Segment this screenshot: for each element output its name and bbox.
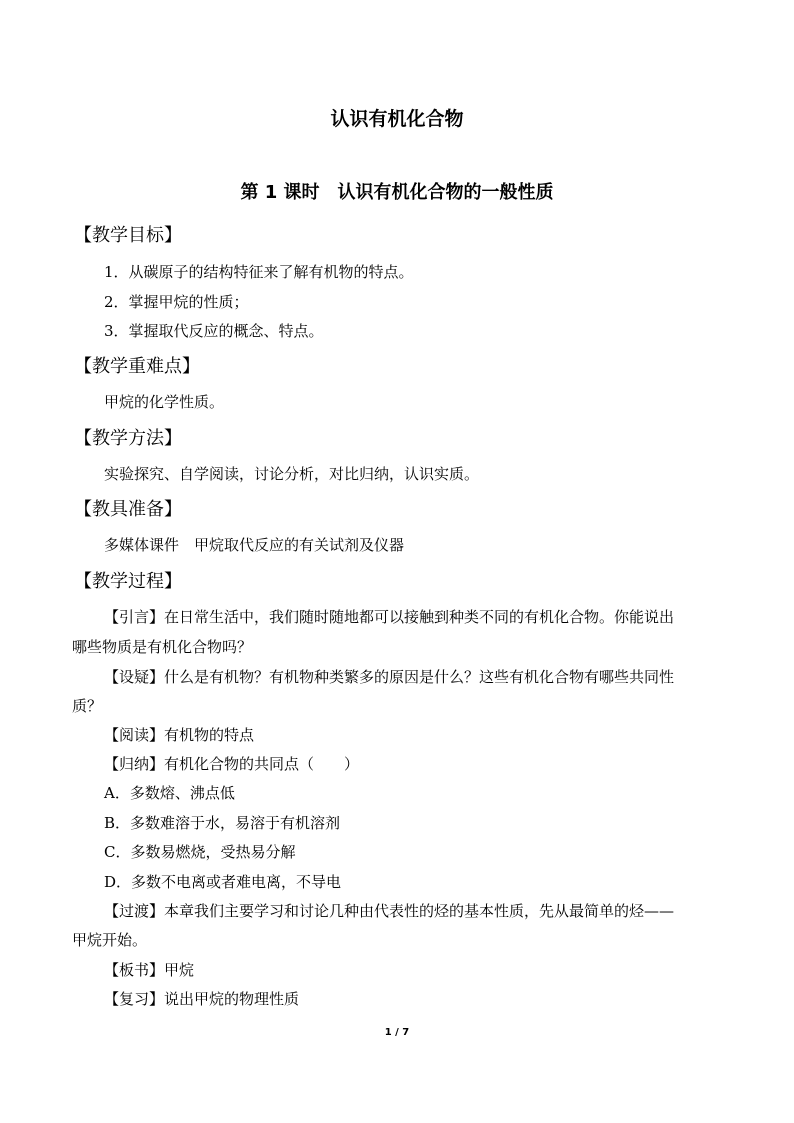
option-a: A．多数熔、沸点低 — [104, 784, 235, 802]
heading-objectives: 【教学目标】 — [74, 225, 182, 246]
methods-text: 实验探究、自学阅读，讨论分析，对比归纳，认识实质。 — [104, 465, 480, 483]
question-line-1: 【设疑】什么是有机物？有机物种类繁多的原因是什么？这些有机化合物有哪些共同性 — [104, 668, 675, 686]
document-title: 认识有机化合物 — [330, 108, 464, 130]
transition-line-2: 甲烷开始。 — [72, 931, 148, 949]
reading-line: 【阅读】有机物的特点 — [104, 726, 255, 744]
objective-item-3: 3．掌握取代反应的概念、特点。 — [104, 322, 324, 340]
option-b: B．多数难溶于水，易溶于有机溶剂 — [104, 814, 341, 832]
question-line-2: 质？ — [72, 697, 103, 715]
lesson-subtitle: 第 1 课时 认识有机化合物的一般性质 — [240, 182, 554, 203]
intro-line-2: 哪些物质是有机化合物吗？ — [72, 638, 253, 656]
objective-item-2: 2．掌握甲烷的性质； — [104, 293, 249, 311]
transition-line-1: 【过渡】本章我们主要学习和讨论几种由代表性的烃的基本性质，先从最简单的烃—— — [104, 902, 675, 920]
key-points-text: 甲烷的化学性质。 — [104, 393, 225, 411]
objective-item-1: 1．从碳原子的结构特征来了解有机物的特点。 — [104, 263, 414, 281]
heading-key-points: 【教学重难点】 — [74, 356, 200, 377]
heading-process: 【教学过程】 — [74, 571, 182, 592]
board-line: 【板书】甲烷 — [104, 961, 195, 979]
intro-line-1: 【引言】在日常生活中，我们随时随地都可以接触到种类不同的有机化合物。你能说出 — [104, 608, 675, 626]
option-d: D．多数不电离或者难电离，不导电 — [104, 873, 342, 891]
review-line: 【复习】说出甲烷的物理性质 — [104, 990, 300, 1008]
summary-line: 【归纳】有机化合物的共同点（ ） — [104, 755, 360, 773]
heading-methods: 【教学方法】 — [74, 428, 182, 449]
materials-text: 多媒体课件 甲烷取代反应的有关试剂及仪器 — [104, 536, 405, 554]
heading-materials: 【教具准备】 — [74, 499, 182, 520]
option-c: C．多数易燃烧，受热易分解 — [104, 843, 296, 861]
page-number: 1 / 7 — [384, 1027, 410, 1038]
